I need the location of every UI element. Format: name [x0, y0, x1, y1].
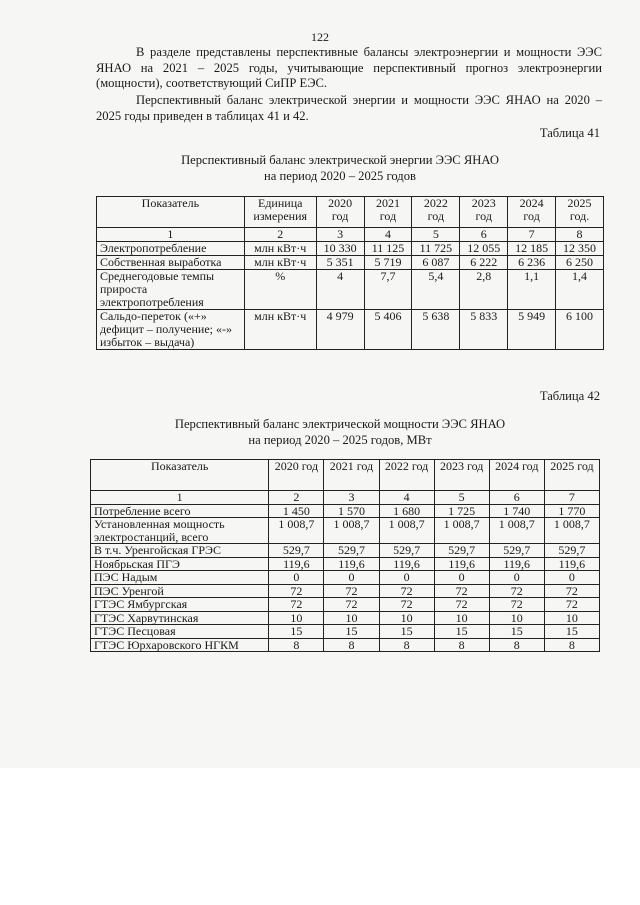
value-cell: 1 008,7 [489, 518, 544, 544]
table-row [91, 584, 600, 598]
table-row [91, 625, 600, 639]
value-cell: 529,7 [269, 544, 324, 558]
table42-header-row [91, 460, 600, 491]
table42-number-cell: 1 [91, 491, 269, 505]
table41-header-cell: 2021 год [364, 197, 412, 228]
table41 [96, 196, 604, 350]
page-number: 122 [311, 30, 329, 44]
table42-header-cell: 2022 год [379, 460, 434, 491]
value-cell: 1 740 [489, 504, 544, 518]
value-cell: 8 [324, 638, 379, 652]
table41-number-cell: 7 [508, 228, 556, 242]
value-cell: 72 [324, 598, 379, 612]
value-cell: 72 [434, 584, 489, 598]
row-label-cell: Среднегодовые темпы прироста электропотребления [97, 270, 245, 310]
table42-header-cell: Показатель [91, 460, 269, 491]
value-cell: 0 [324, 571, 379, 585]
value-cell: 5 351 [316, 256, 364, 270]
row-label-cell: В т.ч. Уренгойская ГРЭС [91, 544, 269, 558]
value-cell: млн кВт·ч [244, 310, 316, 350]
value-cell: 4 979 [316, 310, 364, 350]
table41-header-cell: 2023 год [460, 197, 508, 228]
value-cell: 0 [379, 571, 434, 585]
value-cell: 8 [489, 638, 544, 652]
value-cell: % [244, 270, 316, 310]
value-cell: 11 725 [412, 242, 460, 256]
table42-header-cell: 2020 год [269, 460, 324, 491]
table42-title-line2: на период 2020 – 2025 годов, МВт [248, 433, 432, 447]
table42-title-line1: Перспективный баланс электрической мощности ЭЭС ЯНАО [174, 417, 506, 431]
value-cell: 119,6 [324, 557, 379, 571]
row-label-cell: ГТЭС Песцовая [91, 625, 269, 639]
value-cell: 1 008,7 [324, 518, 379, 544]
table42-number-cell: 3 [324, 491, 379, 505]
table41-title-line2: на период 2020 – 2025 годов [264, 169, 416, 183]
value-cell: 72 [379, 598, 434, 612]
value-cell: 10 [434, 611, 489, 625]
value-cell: 1 008,7 [379, 518, 434, 544]
table-row [91, 557, 600, 571]
value-cell: 72 [544, 584, 599, 598]
value-cell: 10 [544, 611, 599, 625]
value-cell: 6 222 [460, 256, 508, 270]
table41-header-cell: 2025 год. [556, 197, 604, 228]
table41-title-line1: Перспективный баланс электрической энергии ЭЭС ЯНАО [181, 153, 499, 167]
table-row [97, 256, 604, 270]
table41-header-cell: Показатель [97, 197, 245, 228]
row-label-cell: ПЭС Уренгой [91, 584, 269, 598]
value-cell: 10 [324, 611, 379, 625]
value-cell: 15 [489, 625, 544, 639]
table41-header-cell: 2022 год [412, 197, 460, 228]
table41-header-cell: Единица измерения [244, 197, 316, 228]
value-cell: 6 236 [508, 256, 556, 270]
row-label-cell: Установленная мощность электростанций, всего [91, 518, 269, 544]
value-cell: 0 [489, 571, 544, 585]
value-cell: 12 350 [556, 242, 604, 256]
table42-header-cell: 2023 год [434, 460, 489, 491]
value-cell: 72 [489, 584, 544, 598]
value-cell: 5 833 [460, 310, 508, 350]
value-cell: 8 [544, 638, 599, 652]
table41-number-cell: 1 [97, 228, 245, 242]
value-cell: 529,7 [324, 544, 379, 558]
table41-number-cell: 3 [316, 228, 364, 242]
table42-number-cell: 4 [379, 491, 434, 505]
value-cell: 529,7 [489, 544, 544, 558]
value-cell: 8 [434, 638, 489, 652]
table42-number-cell: 2 [269, 491, 324, 505]
table42-number-row [91, 491, 600, 505]
value-cell: млн кВт·ч [244, 242, 316, 256]
value-cell: 72 [324, 584, 379, 598]
value-cell: 1 680 [379, 504, 434, 518]
value-cell: 12 055 [460, 242, 508, 256]
value-cell: 5,4 [412, 270, 460, 310]
value-cell: 72 [489, 598, 544, 612]
table41-number-cell: 5 [412, 228, 460, 242]
value-cell: 119,6 [434, 557, 489, 571]
table-row [91, 598, 600, 612]
value-cell: 8 [379, 638, 434, 652]
value-cell: 6 100 [556, 310, 604, 350]
table41-number-cell: 8 [556, 228, 604, 242]
value-cell: млн кВт·ч [244, 256, 316, 270]
table41-label: Таблица 41 [539, 126, 600, 140]
value-cell: 529,7 [544, 544, 599, 558]
value-cell: 4 [316, 270, 364, 310]
row-label-cell: Потребление всего [91, 504, 269, 518]
table-row [91, 611, 600, 625]
value-cell: 72 [269, 584, 324, 598]
row-label-cell: Сальдо-переток («+» дефицит – получение; «-» избыток – выдача) [97, 310, 245, 350]
table-row [91, 544, 600, 558]
table-row [97, 270, 604, 310]
row-label-cell: ПЭС Надым [91, 571, 269, 585]
value-cell: 72 [269, 598, 324, 612]
value-cell: 6 087 [412, 256, 460, 270]
value-cell: 5 638 [412, 310, 460, 350]
value-cell: 10 [269, 611, 324, 625]
value-cell: 0 [434, 571, 489, 585]
table-row [91, 638, 600, 652]
row-label-cell: Электропотребление [97, 242, 245, 256]
value-cell: 15 [379, 625, 434, 639]
table42-header-cell: 2025 год [544, 460, 599, 491]
value-cell: 72 [434, 598, 489, 612]
value-cell: 1 008,7 [434, 518, 489, 544]
value-cell: 1,1 [508, 270, 556, 310]
value-cell: 2,8 [460, 270, 508, 310]
row-label-cell: ГТЭС Юрхаровского НГКМ [91, 638, 269, 652]
value-cell: 7,7 [364, 270, 412, 310]
value-cell: 529,7 [379, 544, 434, 558]
value-cell: 119,6 [379, 557, 434, 571]
value-cell: 1 450 [269, 504, 324, 518]
table41-header-cell: 2024 год [508, 197, 556, 228]
value-cell: 119,6 [544, 557, 599, 571]
table42-label: Таблица 42 [539, 389, 600, 403]
value-cell: 1,4 [556, 270, 604, 310]
table42-header-cell: 2024 год [489, 460, 544, 491]
value-cell: 1 770 [544, 504, 599, 518]
value-cell: 5 949 [508, 310, 556, 350]
row-label-cell: ГТЭС Харвутинская [91, 611, 269, 625]
value-cell: 12 185 [508, 242, 556, 256]
value-cell: 15 [544, 625, 599, 639]
row-label-cell: Собственная выработка [97, 256, 245, 270]
value-cell: 0 [269, 571, 324, 585]
row-label-cell: ГТЭС Ямбургская [91, 598, 269, 612]
value-cell: 119,6 [269, 557, 324, 571]
value-cell: 529,7 [434, 544, 489, 558]
value-cell: 11 125 [364, 242, 412, 256]
table42-title [60, 416, 620, 448]
table41-title [60, 152, 620, 184]
value-cell: 15 [434, 625, 489, 639]
value-cell: 6 250 [556, 256, 604, 270]
value-cell: 15 [269, 625, 324, 639]
value-cell: 5 719 [364, 256, 412, 270]
table-row [91, 518, 600, 544]
value-cell: 8 [269, 638, 324, 652]
table41-header-cell: 2020 год [316, 197, 364, 228]
value-cell: 1 008,7 [544, 518, 599, 544]
row-label-cell: Ноябрьская ПГЭ [91, 557, 269, 571]
value-cell: 1 725 [434, 504, 489, 518]
table42-number-cell: 7 [544, 491, 599, 505]
table42-header-cell: 2021 год [324, 460, 379, 491]
table42-number-cell: 5 [434, 491, 489, 505]
value-cell: 0 [544, 571, 599, 585]
value-cell: 10 [379, 611, 434, 625]
table-row [97, 310, 604, 350]
table-row [91, 504, 600, 518]
intro-paragraph-1: В разделе представлены перспективные балансы электроэнергии и мощности ЭЭС ЯНАО на 2021 – 2025 годы, учитывающие перспективный прогноз электроэнергии (мощности), соответствующий СиПР ЕЭС. [96, 45, 602, 90]
table41-number-cell: 4 [364, 228, 412, 242]
table42-number-cell: 6 [489, 491, 544, 505]
table-row [97, 242, 604, 256]
value-cell: 5 406 [364, 310, 412, 350]
table41-number-row [97, 228, 604, 242]
intro-paragraph-2: Перспективный баланс электрической энергии и мощности ЭЭС ЯНАО на 2020 – 2025 годы приведен в таблицах 41 и 42. [96, 93, 602, 123]
table41-number-cell: 6 [460, 228, 508, 242]
value-cell: 10 330 [316, 242, 364, 256]
table41-number-cell: 2 [244, 228, 316, 242]
table-row [91, 571, 600, 585]
value-cell: 1 008,7 [269, 518, 324, 544]
value-cell: 1 570 [324, 504, 379, 518]
table42 [90, 459, 600, 652]
value-cell: 72 [379, 584, 434, 598]
value-cell: 10 [489, 611, 544, 625]
value-cell: 72 [544, 598, 599, 612]
table41-header-row [97, 197, 604, 228]
value-cell: 119,6 [489, 557, 544, 571]
value-cell: 15 [324, 625, 379, 639]
